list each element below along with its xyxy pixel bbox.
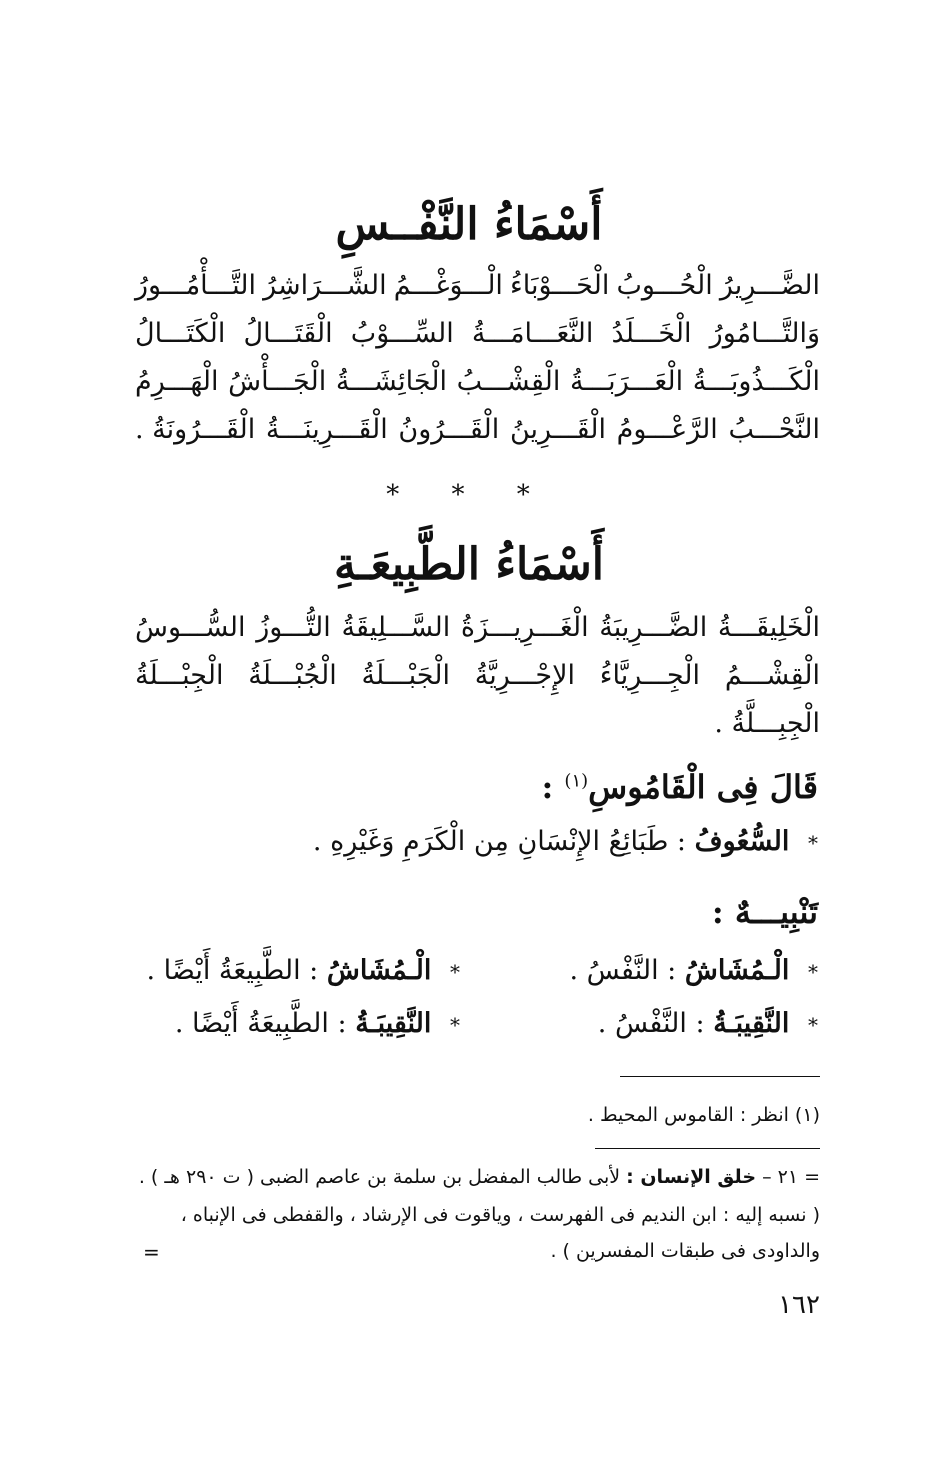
word: الْغَـــرِيـــزَةُ <box>460 612 589 643</box>
continuation-mark: = <box>143 1240 160 1264</box>
entry-term: النَّقِيبَـةُ <box>713 1008 790 1039</box>
entry-text: : النَّفْسُ . <box>597 1008 705 1039</box>
word: الضَّـــرِيبَةُ <box>599 612 708 643</box>
bullet: * <box>808 831 818 855</box>
word: النَّحْـــبُ <box>728 414 820 445</box>
word-line <box>135 262 820 310</box>
entry-term: السُّعُوفُ <box>694 826 790 857</box>
word: الضَّـــرِيرُ <box>719 270 820 301</box>
word: الْجِـــرِيَّاءُ <box>599 660 701 691</box>
qamus-heading-text: قَالَ فِى الْقَامُوسِ <box>588 768 818 806</box>
word: الْحُـــوبُ <box>616 270 713 301</box>
word-line <box>135 310 820 358</box>
tabia-word-list <box>135 604 820 748</box>
bullet: * <box>808 1013 818 1037</box>
tanbih-entry <box>598 1008 818 1039</box>
word: الْكَـــذُوبَـــةُ <box>692 366 820 397</box>
footnote-marker: (١) <box>564 770 589 792</box>
footnote-rule-continued <box>595 1148 820 1149</box>
word: الْجَـــأْشُ <box>228 366 327 397</box>
entry-text: : الطَّبِيعَةُ أَيْضًا . <box>174 1008 347 1039</box>
entry-term: الْـمُشَاشُ <box>326 955 432 986</box>
qamus-heading <box>541 768 818 806</box>
word: الْخَلِيقَـــةُ <box>717 612 820 643</box>
section-title-nafs: أَسْمَاءُ النَّفْــسِ <box>335 199 603 250</box>
entry-text: : النَّفْسُ . <box>569 955 677 986</box>
bullet: * <box>450 1013 460 1037</box>
page-number: ١٦٢ <box>778 1290 820 1320</box>
word: الْعَـــرَبَـــةُ <box>569 366 684 397</box>
word: الْقِشْـــبُ <box>456 366 561 397</box>
word-line <box>135 700 820 748</box>
footnote-rule <box>620 1076 820 1077</box>
word: النَّعَـــامَـــةُ <box>471 318 594 349</box>
footnote-continued-line-1 <box>139 1166 820 1188</box>
word: الإِجْـــرِيَّةُ <box>474 660 575 691</box>
word: الرَّعْـــومُ <box>616 414 718 445</box>
entry-term: النَّقِيبَـةُ <box>355 1008 432 1039</box>
tanbih-entry <box>175 1008 460 1039</box>
qamus-colon: : <box>541 768 554 806</box>
word: الْقَـــرُونَةُ . <box>135 414 256 445</box>
bullet: * <box>808 960 818 984</box>
book-title: خلق الإنسان : <box>626 1166 757 1188</box>
entry-term: الْـمُشَاشُ <box>684 955 790 986</box>
word: الشَّـــرَاشِرُ <box>263 270 387 301</box>
section-separator: * * * <box>386 480 552 510</box>
entry-text: : الطَّبِيعَةُ أَيْضًا . <box>146 955 319 986</box>
word: الْجَبْـــلَةُ <box>361 660 450 691</box>
tanbih-entry <box>569 955 818 986</box>
word: التَّـــأْمُـــورُ <box>135 270 257 301</box>
footnote-text: لأبى طالب المفضل بن سلمة بن عاصم الضبى ( ت ٢٩٠ هـ ) . <box>138 1166 621 1188</box>
word: السُّـــوسُ <box>135 612 246 643</box>
footnote-1: (١) انظر : القاموس المحيط . <box>587 1104 820 1126</box>
word: التُّـــوزُ <box>256 612 331 643</box>
word: الْحَـــوْبَاءُ <box>510 270 610 301</box>
word: الْجِبْـــلَةُ <box>135 660 224 691</box>
word: الْجُبْـــلَةُ <box>248 660 337 691</box>
tanbih-entry <box>147 955 460 986</box>
bullet: * <box>450 960 460 984</box>
qamus-entry <box>313 826 818 857</box>
word: الْهَـــرِمُ <box>135 366 219 397</box>
word: الْقِشْـــمُ <box>724 660 820 691</box>
word: الْجِبِـــلَّةُ . <box>714 708 820 739</box>
word: الْجَائِشَـــةُ <box>335 366 448 397</box>
word: السِّـــوْبُ <box>350 318 454 349</box>
word: وَالتَّـــامُورُ <box>709 318 820 349</box>
word: الْقَـــرِينُ <box>509 414 607 445</box>
word-line <box>135 358 820 406</box>
word: الْكَتَـــالُ <box>135 318 226 349</box>
tanbih-heading: تَنْبِيـــهٌ : <box>711 893 818 931</box>
section-title-tabia: أَسْمَاءُ الطَّبِيعَـةِ <box>334 539 604 590</box>
word: السَّـــلِيقَةُ <box>341 612 451 643</box>
word-line <box>135 604 820 652</box>
word: الْقَـــرِينَـــةُ <box>265 414 388 445</box>
nafs-word-list <box>135 262 820 454</box>
entry-text: : طَبَائِعُ الإِنْسَانِ مِن الْكَرَمِ وَغَيْرِهِ . <box>312 826 687 857</box>
word: الْقَـــرُونُ <box>398 414 500 445</box>
footnote-continued-line-2: ( نسبه إليه : ابن النديم فى الفهرست ، وياقوت فى الإرشاد ، والقفطى فى الإنباه ، <box>180 1204 820 1226</box>
word: الْخَـــلَدُ <box>611 318 692 349</box>
footnote-prefix: = ٢١ – <box>762 1166 820 1188</box>
word: الْـــوَغْـــمُ <box>393 270 503 301</box>
footnote-continued-line-3: والداودى فى طبقات المفسرين ) . <box>550 1240 820 1262</box>
word-line <box>135 406 820 454</box>
word-line <box>135 652 820 700</box>
word: الْقَتَـــالُ <box>243 318 333 349</box>
